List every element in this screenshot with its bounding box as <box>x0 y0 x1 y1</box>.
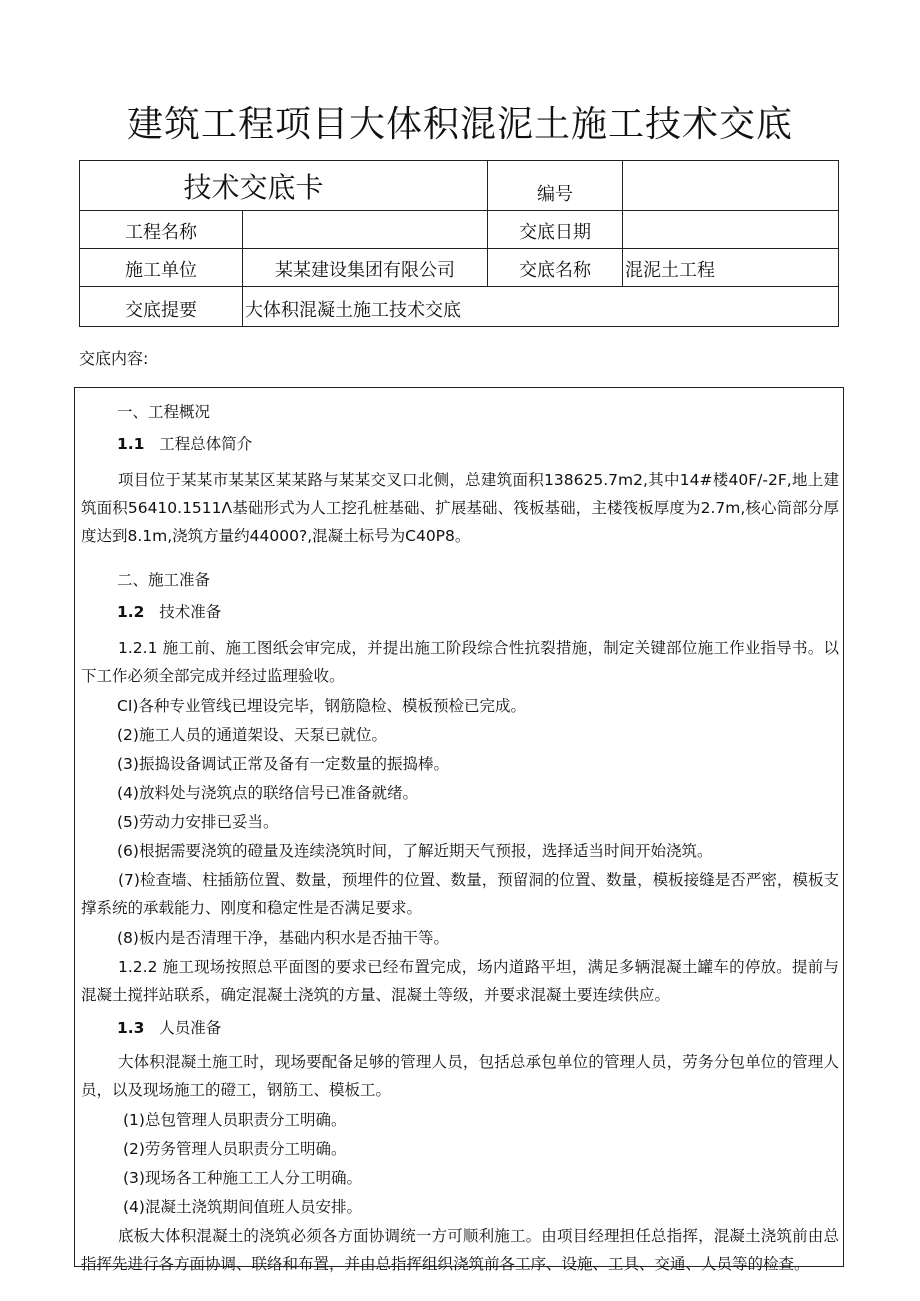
list-item: (7)检查墙、柱插筋位置、数量，预埋件的位置、数量，预留洞的位置、数量，模板接缝是否严密，模板支撑系统的承载能力、刚度和稳定性是否满足要求。 <box>81 871 839 917</box>
unit-label: 施工单位 <box>80 249 243 287</box>
list-item: (2)劳务管理人员职责分工明确。 <box>123 1140 347 1158</box>
list-item: (3)现场各工种施工工人分工明确。 <box>123 1169 362 1187</box>
card-heading: 技术交底卡 <box>80 161 488 211</box>
name-value: 混泥土工程 <box>623 249 839 287</box>
content-box <box>74 387 844 1273</box>
number-label: 编号 <box>488 161 623 211</box>
list-item: (4)混凝土浇筑期间值班人员安排。 <box>123 1198 362 1216</box>
summary-label: 交底提要 <box>80 287 243 327</box>
list-item: (3)振捣设备调试正常及备有一定数量的振捣棒。 <box>117 755 449 773</box>
list-item: CI)各种专业管线已埋设完毕，钢筋隐检、模板预检已完成。 <box>117 697 526 715</box>
list-item: (6)根据需要浇筑的磴量及连续浇筑时间，了解近期天气预报，选择适当时间开始浇筑。 <box>117 842 713 860</box>
subsection-1-1-number: 1.1 <box>117 435 145 453</box>
project-name-label: 工程名称 <box>80 211 243 249</box>
subsection-1-3-title: 人员准备 <box>159 1019 222 1037</box>
name-label: 交底名称 <box>488 249 623 287</box>
final-paragraph: 底板大体积混凝土的浇筑必须各方面协调统一方可顺利施工。由项目经理担任总指挥，混凝土浇筑前由总指挥先进行各方面协调、联络和布置，并由总指挥组织浇筑前各工序、设施、工具、交通、人员等的检查。 <box>81 1227 839 1273</box>
date-value <box>623 211 839 249</box>
list-item: (8)板内是否清理干净，基础内积水是否抽干等。 <box>117 929 449 947</box>
section-2-heading: 二、施工准备 <box>117 571 211 589</box>
subsection-1-2 <box>117 598 221 626</box>
subsection-1-2-number: 1.2 <box>117 603 145 621</box>
paragraph-1-2-1: 1.2.1 施工前、施工图纸会审完成，并提出施工阶段综合性抗裂措施，制定关键部位施工作业指导书。以下工作必须全部完成并经过监理验收。 <box>81 639 839 685</box>
project-overview-paragraph: 项目位于某某市某某区某某路与某某交叉口北侧，总建筑面积138625.7m2,其中14#楼40F/-2F,地上建筑面积56410.1511Λ基础形式为人工挖孔桩基础、扩展基础、筏板基础，主楼筏板厚度为2.7m,核心筒部分厚度达到8.1m,浇筑方量约44000?,混凝土标号为C40P8。 <box>81 471 839 545</box>
subsection-1-3 <box>117 1014 221 1042</box>
unit-value: 某某建设集团有限公司 <box>243 249 488 287</box>
subsection-1-1-title: 工程总体简介 <box>159 435 253 453</box>
document-title: 建筑工程项目大体积混泥土施工技术交底 <box>126 104 793 145</box>
list-item: (4)放料处与浇筑点的联络信号已准备就绪。 <box>117 784 418 802</box>
summary-value: 大体积混凝土施工技术交底 <box>243 287 839 327</box>
staffing-paragraph: 大体积混凝土施工时，现场要配备足够的管理人员，包括总承包单位的管理人员，劳务分包单位的管理人员，以及现场施工的磴工，钢筋工、模板工。 <box>81 1053 839 1099</box>
subsection-1-3-number: 1.3 <box>117 1019 145 1037</box>
list-item: (2)施工人员的通道架设、天泵已就位。 <box>117 726 387 744</box>
date-label: 交底日期 <box>488 211 623 249</box>
project-name-value <box>243 211 488 249</box>
disclosure-card-table <box>79 160 839 327</box>
number-value <box>623 161 839 211</box>
section-1-heading: 一、工程概况 <box>117 403 211 421</box>
subsection-1-2-title: 技术准备 <box>159 603 222 621</box>
content-label: 交底内容: <box>79 349 149 368</box>
subsection-1-1 <box>117 430 252 458</box>
paragraph-1-2-2: 1.2.2 施工现场按照总平面图的要求已经布置完成，场内道路平坦，满足多辆混凝土罐车的停放。提前与混凝土搅拌站联系，确定混凝土浇筑的方量、混凝土等级，并要求混凝土要连续供应。 <box>81 958 839 1004</box>
list-item: (1)总包管理人员职责分工明确。 <box>123 1111 347 1129</box>
list-item: (5)劳动力安排已妥当。 <box>117 813 279 831</box>
